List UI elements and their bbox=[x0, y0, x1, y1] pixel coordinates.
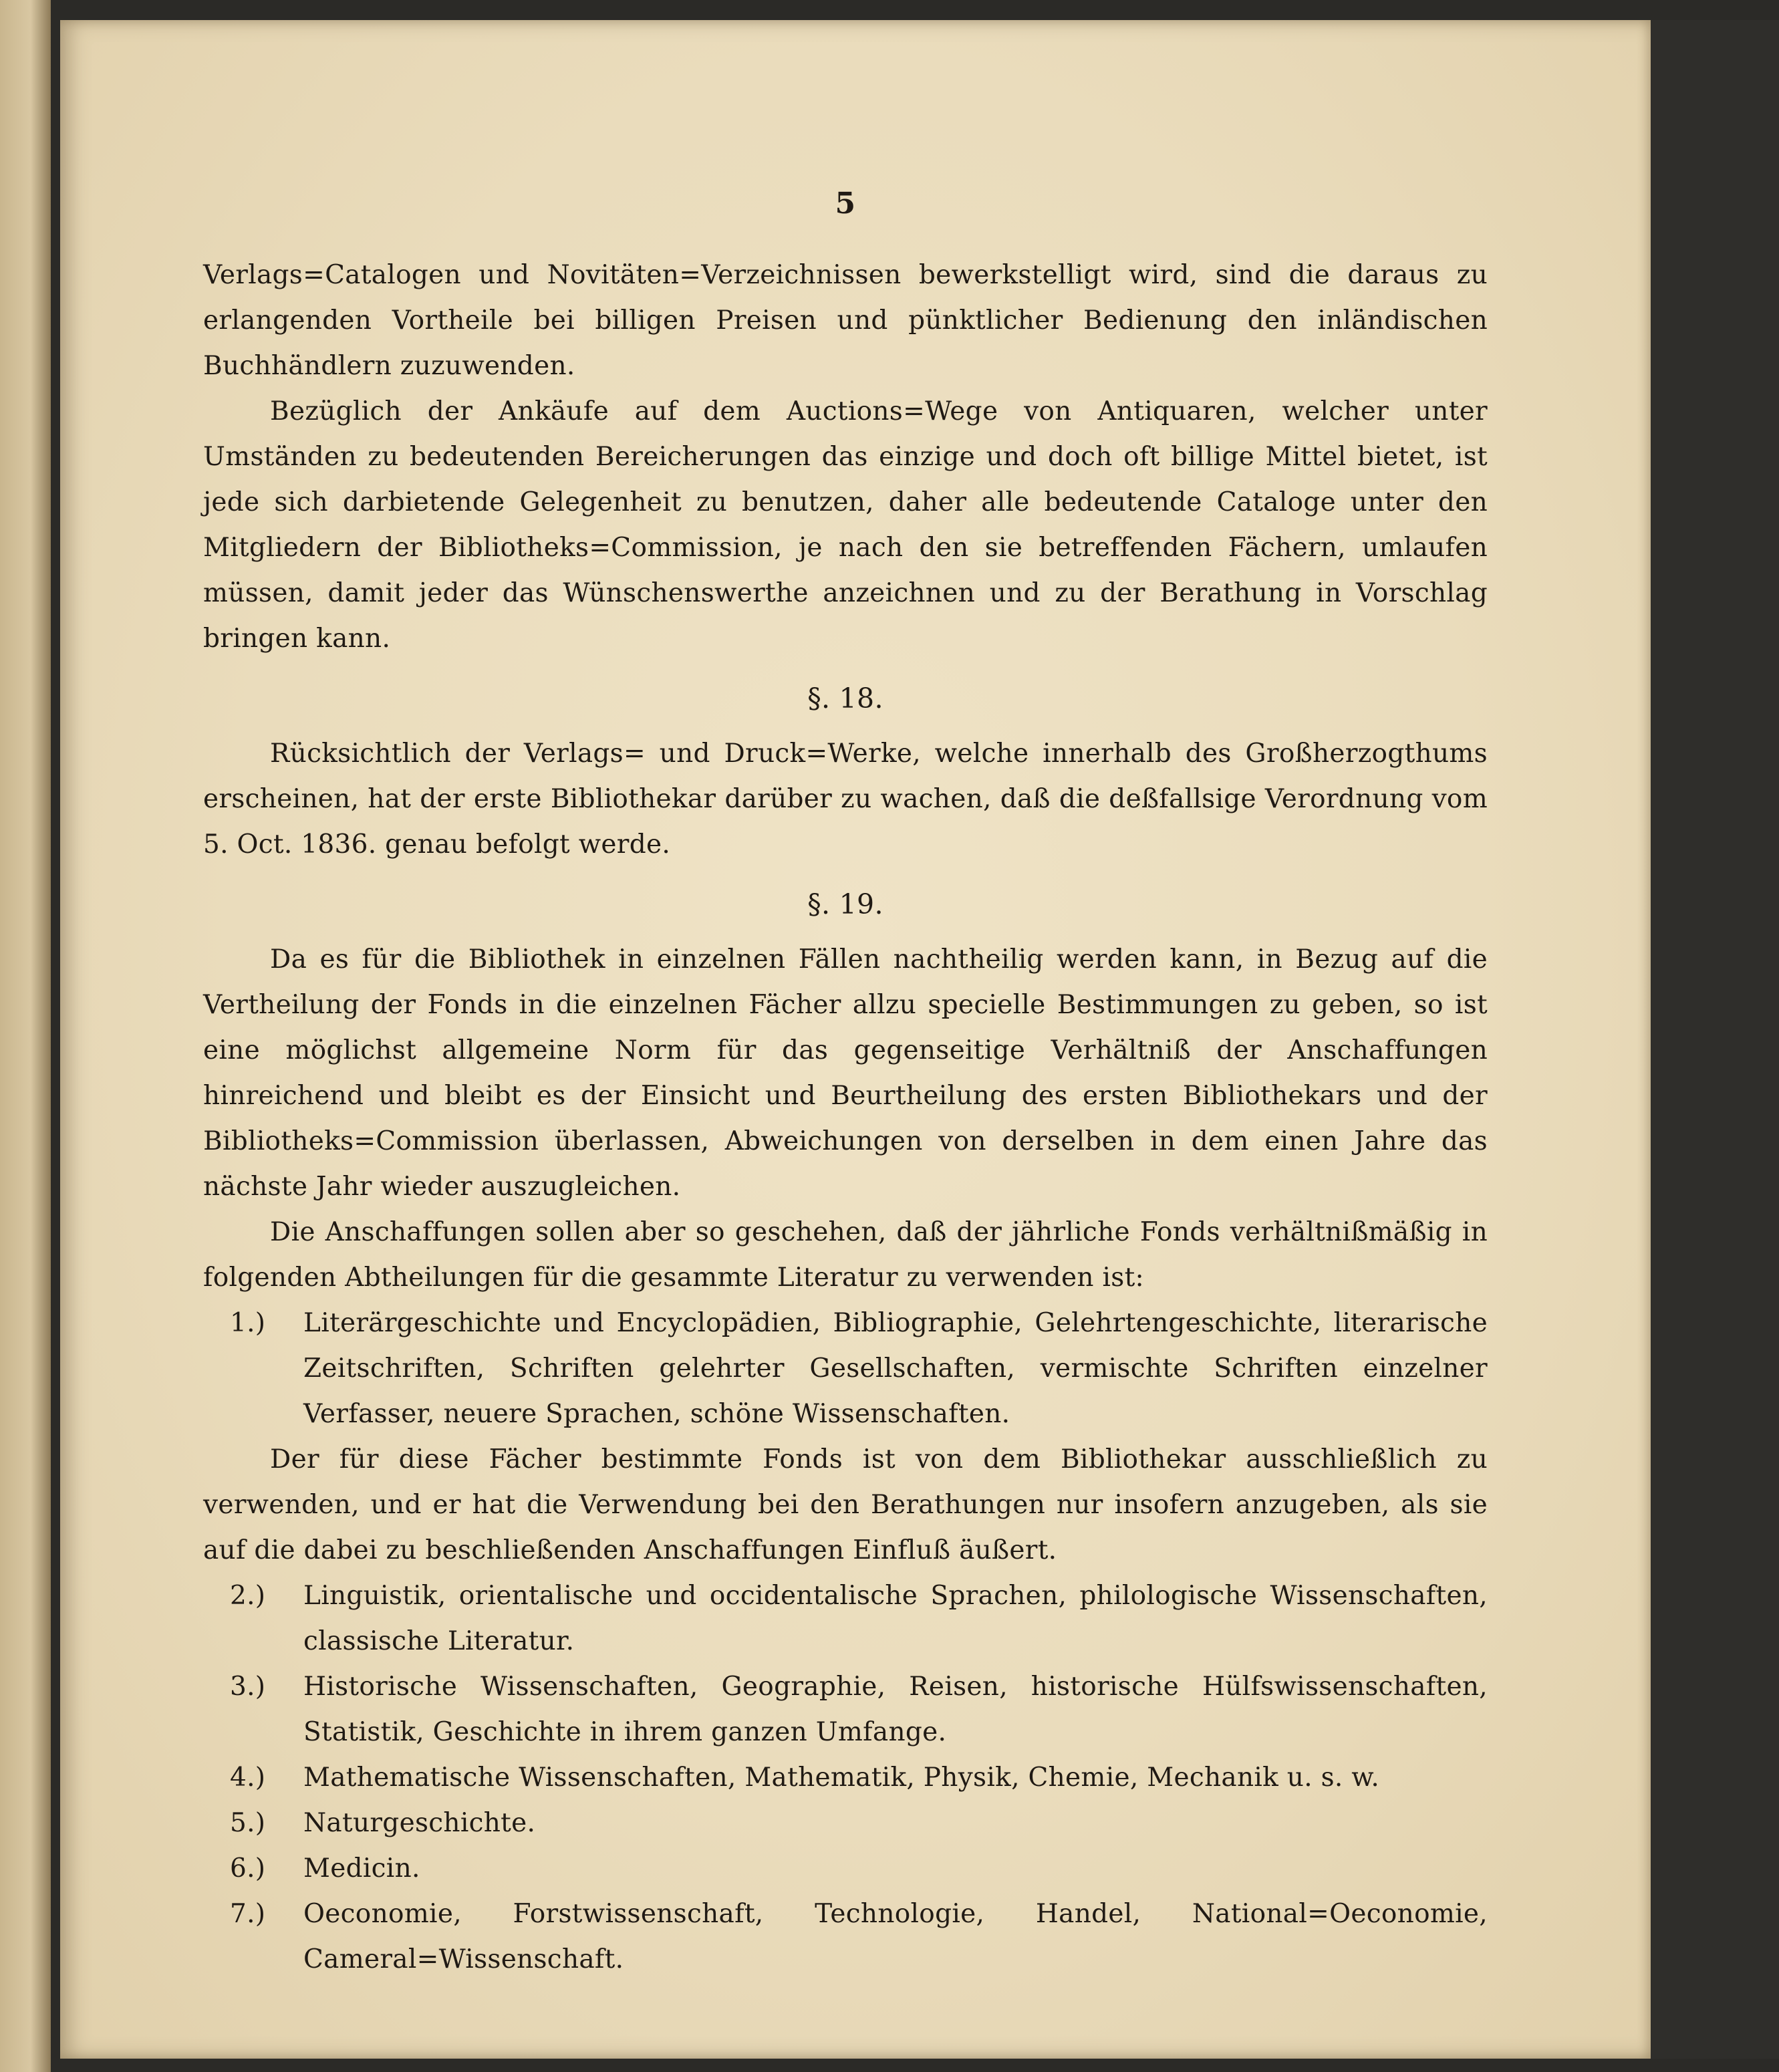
paragraph-6: Der für diese Fächer bestimmte Fonds ist von dem Bibliothekar ausschließlich zu verwenden, und er hat die Verwendung bei den Berathungen nur insofern anzugeben, als sie auf die dabei zu beschließenden Anschaffungen Einfluß äußert. bbox=[203, 1444, 1488, 1565]
list-item-number: 3.) bbox=[230, 1672, 266, 1702]
list-item-text: Medicin. bbox=[303, 1853, 420, 1884]
list-item-text: Literärgeschichte und Encyclopädien, Bibliographie, Gelehrtengeschichte, literarische Zeitschriften, Schriften gelehrter Gesellschaften, vermischte Schriften einzelner Verfasser, neuere Sprachen, schöne Wissenschaften. bbox=[303, 1308, 1488, 1429]
list-item-number: 4.) bbox=[230, 1763, 266, 1793]
list-item-text: Mathematische Wissenschaften, Mathematik, Physik, Chemie, Mechanik u. s. w. bbox=[303, 1763, 1380, 1793]
list-item-text: Naturgeschichte. bbox=[303, 1808, 536, 1838]
facing-page-edge bbox=[0, 0, 51, 2072]
page-number: 5 bbox=[835, 186, 856, 221]
paragraph-3: Rücksichtlich der Verlags= und Druck=Werke, welche innerhalb des Großherzogthums erscheinen, hat der erste Bibliothekar darüber zu wachen, daß die deßfallsige Verordnung vom 5. Oct. 1836. genau befolgt werde. bbox=[203, 739, 1488, 860]
list-item-number: 6.) bbox=[230, 1853, 266, 1884]
paragraph-5: Die Anschaffungen sollen aber so geschehen, daß der jährliche Fonds verhältnißmäßig in folgenden Abtheilungen für die gesammte Literatur zu verwenden ist: bbox=[203, 1217, 1488, 1293]
document-page bbox=[60, 20, 1651, 2059]
list-item bbox=[203, 1755, 1488, 1801]
scan-background bbox=[1651, 20, 1779, 2059]
paragraph-4: Da es für die Bibliothek in einzelnen Fällen nachtheilig werden kann, in Bezug auf die Vertheilung der Fonds in die einzelnen Fächer allzu specielle Bestimmungen zu geben, so ist eine möglichst allgemeine Norm für das gegenseitige Verhältniß der Anschaffungen hinreichend und bleibt es der Einsicht und Beurtheilung des ersten Bibliothekars und der Bibliotheks=Commission überlassen, Abweichungen von derselben in dem einen Jahre das nächste Jahr wieder auszugleichen. bbox=[203, 944, 1488, 1202]
paragraph-1: Verlags=Catalogen und Novitäten=Verzeichnissen bewerkstelligt wird, sind die daraus zu erlangenden Vortheile bei billigen Preisen und pünktlicher Bedienung den inländischen Buchhändlern zuzuwenden. bbox=[203, 260, 1488, 381]
list-item bbox=[203, 1301, 1488, 1437]
list-item-number: 5.) bbox=[230, 1808, 266, 1838]
paragraph-2: Bezüglich der Ankäufe auf dem Auctions=Wege von Antiquaren, welcher unter Umständen zu bedeutenden Bereicherungen das einzige und doch oft billige Mittel bietet, ist jede sich darbietende Gelegenheit zu benutzen, daher alle bedeutende Cataloge unter den Mitgliedern der Bibliotheks=Commission, je nach den sie betreffenden Fächern, umlaufen müssen, damit jeder das Wünschenswerthe anzeichnen und zu der Berathung in Vorschlag bringen kann. bbox=[203, 396, 1488, 654]
list-item-number: 1.) bbox=[230, 1308, 266, 1338]
list-item-number: 7.) bbox=[230, 1899, 266, 1929]
list-item-number: 2.) bbox=[230, 1581, 266, 1611]
list-item-text: Linguistik, orientalische und occidentalische Sprachen, philologische Wissenschaften, classische Literatur. bbox=[303, 1581, 1488, 1656]
list-item bbox=[203, 1846, 1488, 1892]
list-item bbox=[203, 1801, 1488, 1846]
section-heading-19: §. 19. bbox=[807, 888, 883, 920]
list-item bbox=[203, 1573, 1488, 1664]
page-text bbox=[203, 174, 1488, 1982]
list-item-text: Historische Wissenschaften, Geographie, Reisen, historische Hülfswissenschaften, Statistik, Geschichte in ihrem ganzen Umfange. bbox=[303, 1672, 1488, 1747]
list-item bbox=[203, 1892, 1488, 1982]
list-item bbox=[203, 1664, 1488, 1755]
list-item-text: Oeconomie, Forstwissenschaft, Technologie, Handel, National=Oeconomie, Cameral=Wissenschaft. bbox=[303, 1899, 1488, 1974]
section-heading-18: §. 18. bbox=[807, 682, 883, 715]
